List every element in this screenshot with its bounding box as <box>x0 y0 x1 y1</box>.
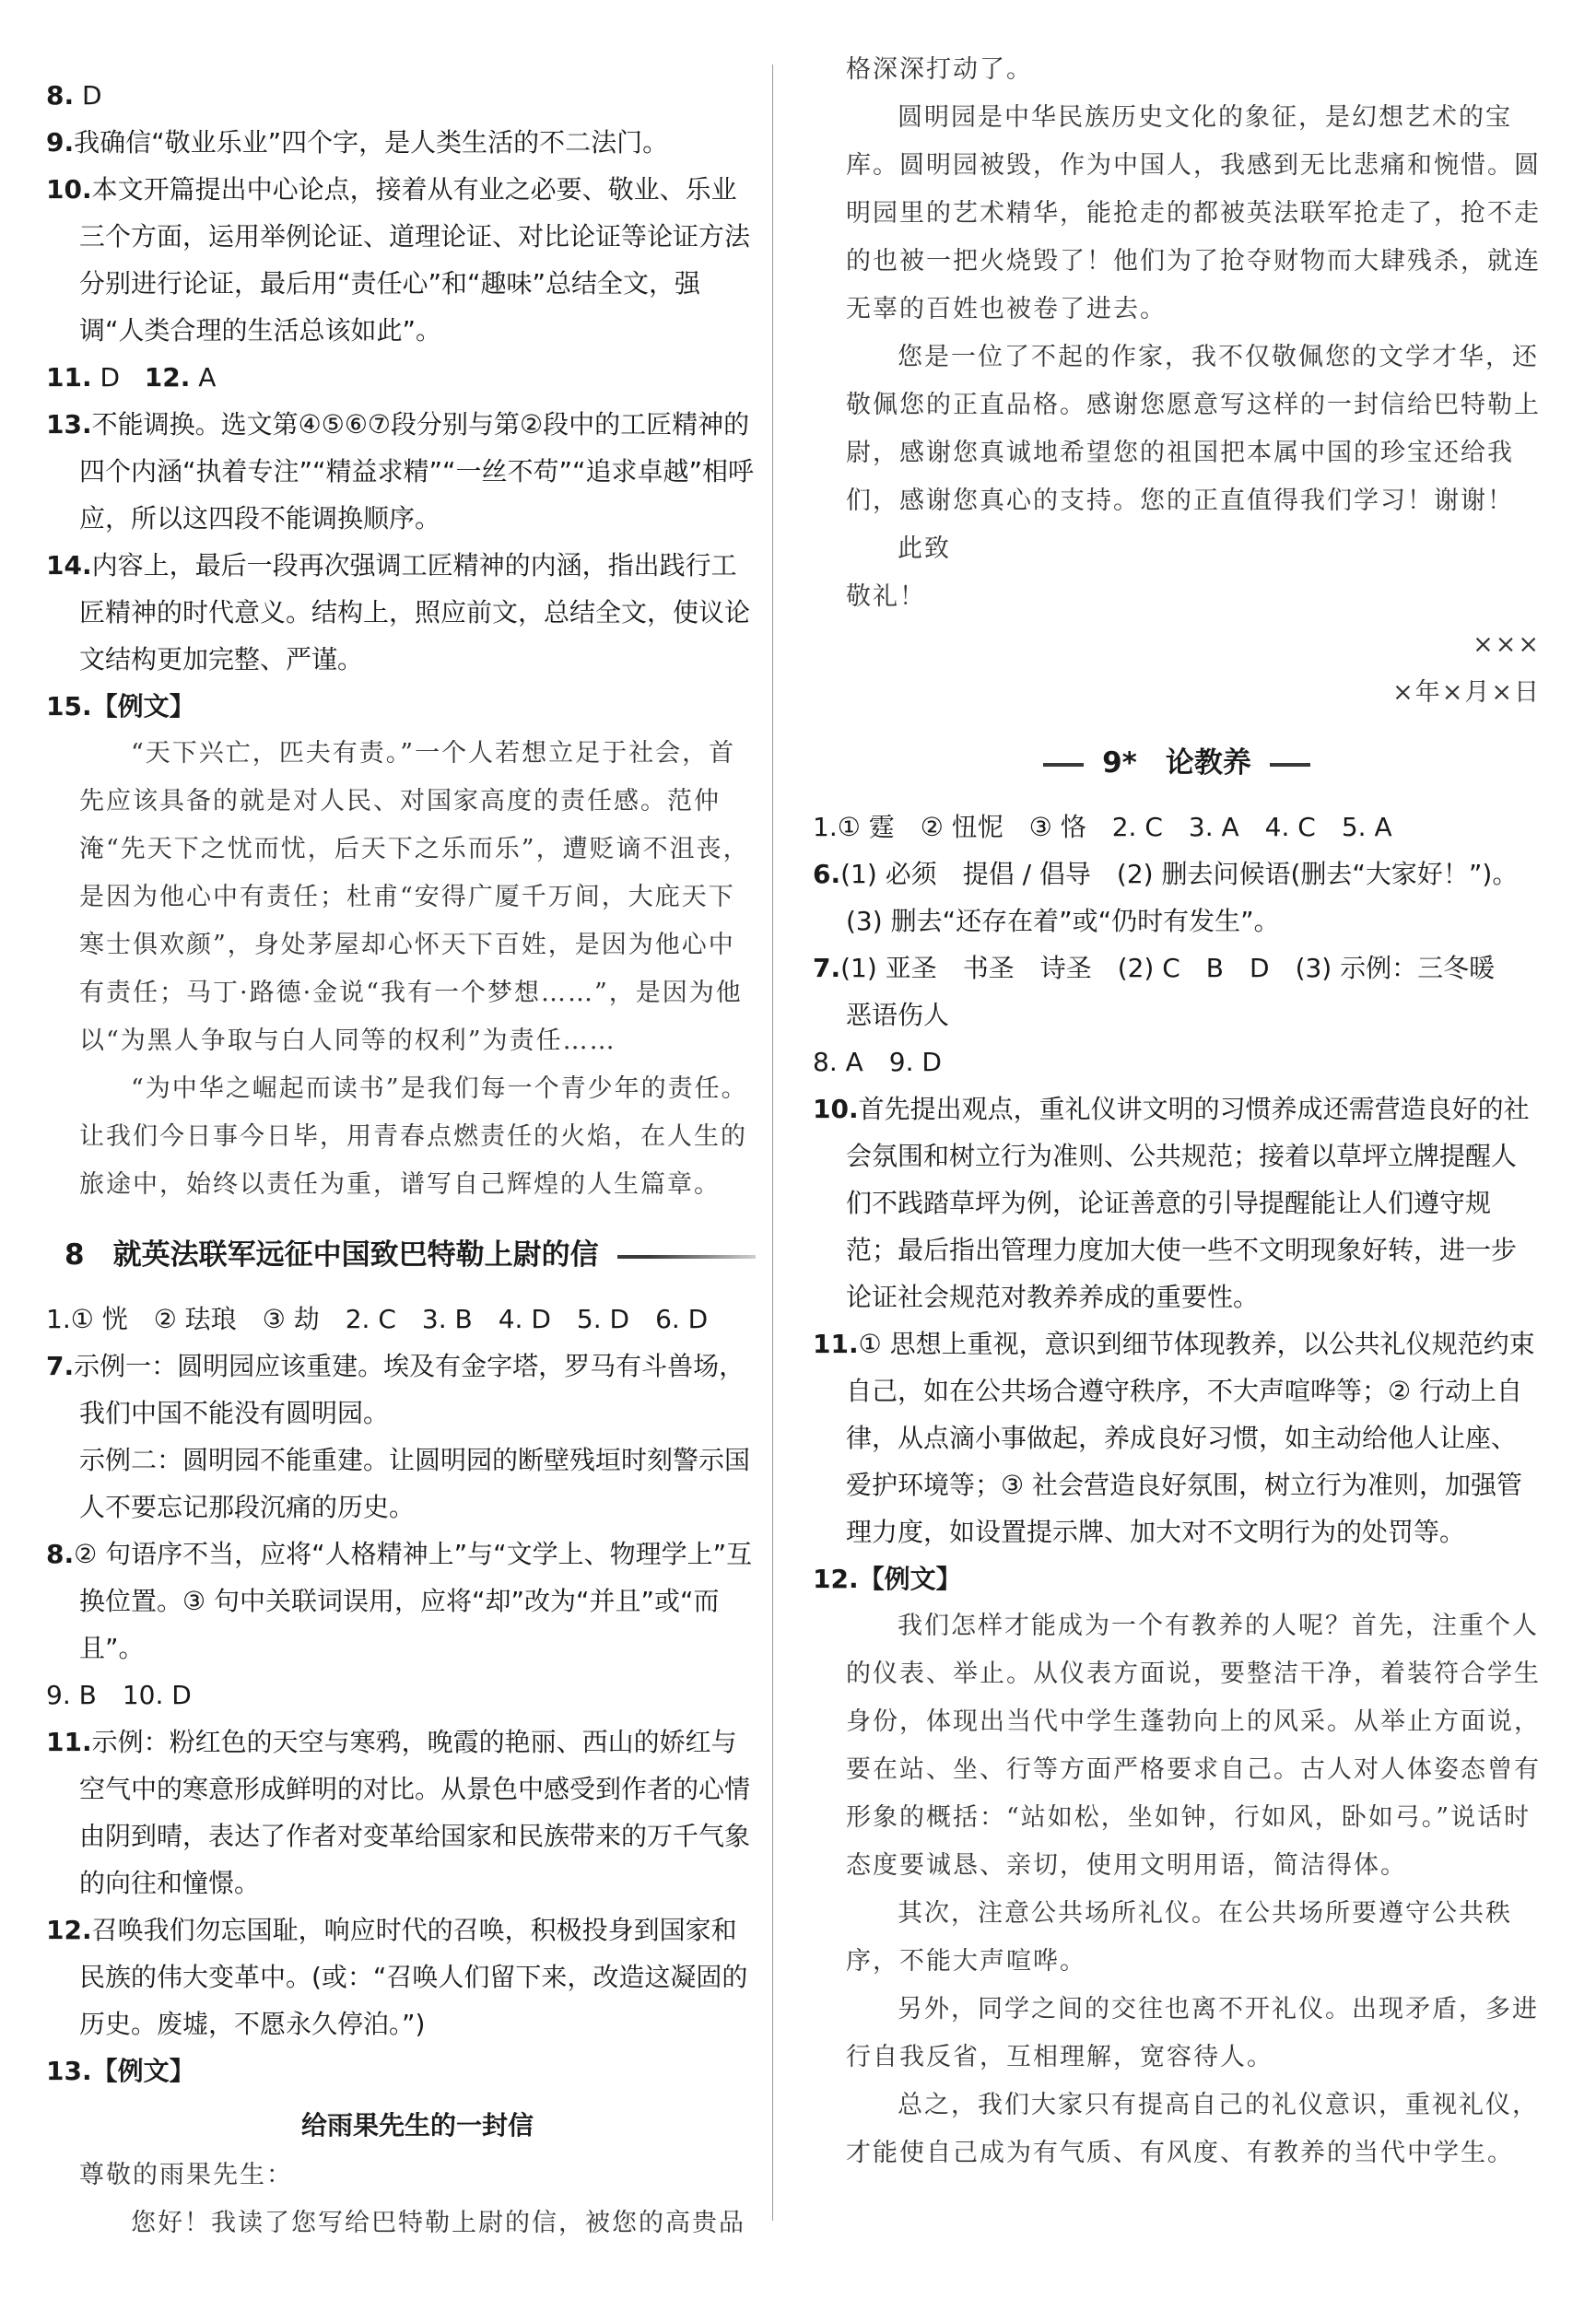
s9-answer-10: 10.首先提出观点，重礼仪讲文明的习惯养成还需营造良好的社会氛围和树立行为准则、公共规范；接着以草坪立牌提醒人们不践踏草坪为例，论证善意的引导提醒能让人们遵守规范；最后指出管理力度加大使一些不文明现象好转，进一步论证社会规范对教养养成的重要性。 <box>813 1094 1530 1312</box>
section-9-title: 9* 论教养 <box>1084 735 1270 791</box>
section-9-heading <box>813 735 1541 791</box>
s9-answer-12-heading: 12.【例文】 <box>813 1564 962 1594</box>
s8-answer-7-example-1: 7.示例一：圆明园应该重建。埃及有金字塔，罗马有斗兽场，我们中国不能没有圆明园。 <box>46 1351 745 1428</box>
s9-answer-7: 7.(1) 亚圣 书圣 诗圣 (2) C B D (3) 示例：三冬暖 恶语伤人 <box>813 953 1521 1030</box>
column-divider <box>772 65 773 2221</box>
essay-12-paragraph-1: 我们怎样才能成为一个有教养的人呢？首先，注重个人的仪表、举止。从仪表方面说，要整洁干净，着装符合学生身份，体现出当代中学生蓬勃向上的风采。从举止方面说，要在站、坐、行等方面严格要求自己。古人对人体姿态曾有形象的概括：“站如松，坐如钟，行如风，卧如弓。”说话时态度要诚恳、亲切，使用文明用语，简洁得体。 <box>846 1612 1541 1880</box>
section-8-title: 8 就英法联军远征中国致巴特勒上尉的信 <box>46 1227 617 1283</box>
s9-answer-11: 11.① 思想上重视，意识到细节体现教养，以公共礼仪规范约束自己，如在公共场合遵守秩序，不大声喧哗等；② 行动上自律，从点滴小事做起，养成良好习惯，如主动给他人让座、爱护环境等；③ 社会营造良好氛围，树立行为准则，加强管理力度，如设置提示牌、加大对不文明行为的处罚等。 <box>813 1329 1535 1547</box>
s8-answer-11: 11.示例：粉红色的天空与寒鸦，晚霞的艳丽、西山的娇红与空气中的寒意形成鲜明的对比。从景色中感受到作者的心情由阴到晴，表达了作者对变革给国家和民族带来的万千气象的向往和憧憬。 <box>46 1727 751 1898</box>
s8-answer-13-heading: 13.【例文】 <box>46 2056 195 2086</box>
answer-14: 14.内容上，最后一段再次强调工匠精神的内涵，指出践行工匠精神的时代意义。结构上，照应前文，总结全文，使议论文结构更加完整、严谨。 <box>46 550 751 675</box>
letter-paragraph-2: 圆明园是中华民族历史文化的象征，是幻想艺术的宝库。圆明园被毁，作为中国人，我感到无比悲痛和惋惜。圆明园里的艺术精华，能抢走的都被英法联军抢走了，抢不走的也被一把火烧毁了！他们为了抢夺财物而大肆残杀，就连无辜的百姓也被卷了进去。 <box>846 103 1541 323</box>
answer-8: 8. D <box>46 80 102 111</box>
letter-closing-2: 敬礼！ <box>846 582 926 611</box>
letter-closing-1: 此致 <box>898 534 951 563</box>
s9-answers-1-5: 1.① 霆 ② 忸怩 ③ 恪 2. C 3. A 4. C 5. A <box>813 812 1392 842</box>
answer-15-heading: 15.【例文】 <box>46 691 195 721</box>
letter-salutation: 尊敬的雨果先生： <box>79 2161 293 2189</box>
essay-12-paragraph-3: 另外，同学之间的交往也离不开礼仪。出现矛盾，多进行自我反省，互相理解，宽容待人。 <box>846 1995 1539 2071</box>
letter-continuation: 格深深打动了。 <box>846 55 1033 84</box>
s8-answer-8: 8.② 句语序不当，应将“人格精神上”与“文学上、物理学上”互换位置。③ 句中关联词误用，应将“却”改为“并且”或“而且”。 <box>46 1539 753 1663</box>
letter-date: ×年×月×日 <box>1392 678 1541 707</box>
left-column <box>46 72 756 2247</box>
letter-signature: ××× <box>1473 630 1541 659</box>
essay-12-paragraph-4: 总之，我们大家只有提高自己的礼仪意识，重视礼仪，才能使自己成为有气质、有风度、有教养的当代中学生。 <box>846 2091 1539 2167</box>
s8-answers-1-6: 1.① 恍 ② 珐琅 ③ 劫 2. C 3. B 4. D 5. D 6. D <box>46 1304 709 1334</box>
s9-answers-8-9: 8. A 9. D <box>813 1047 942 1077</box>
s8-answer-7-example-2: 示例二：圆明园不能重建。让圆明园的断壁残垣时刻警示国人不要忘记那段沉痛的历史。 <box>79 1445 751 1522</box>
section-8-heading <box>46 1227 756 1283</box>
letter-paragraph-3: 您是一位了不起的作家，我不仅敬佩您的文学才华，还敬佩您的正直品格。感谢您愿意写这样的一封信给巴特勒上尉，感谢您真诚地希望您的祖国把本属中国的珍宝还给我们，感谢您真心的支持。您的正直值得我们学习！谢谢！ <box>846 343 1541 515</box>
s8-answers-9-10: 9. B 10. D <box>46 1680 192 1710</box>
letter-paragraph-1: 您好！我读了您写给巴特勒上尉的信，被您的高贵品 <box>131 2209 745 2237</box>
answer-10: 10.本文开篇提出中心论点，接着从有业之必要、敬业、乐业三个方面，运用举例论证、道理论证、对比论证等论证方法分别进行论证，最后用“责任心”和“趣味”总结全文，强调“人类合理的生活总该如此”。 <box>46 174 751 346</box>
answer-11-12: 11. D 12. A <box>46 362 217 393</box>
letter-title: 给雨果先生的一封信 <box>300 2110 534 2141</box>
essay-15-paragraph-2: “为中华之崛起而读书”是我们每一个青少年的责任。让我们今日事今日毕，用青春点燃责任的火焰，在人生的旅途中，始终以责任为重，谱写自己辉煌的人生篇章。 <box>79 1074 748 1199</box>
answer-9: 9.我确信“敬业乐业”四个字，是人类生活的不二法门。 <box>46 127 669 158</box>
answer-13: 13.不能调换。选文第④⑤⑥⑦段分别与第②段中的工匠精神的四个内涵“执着专注”“精益求精”“一丝不苟”“追求卓越”相呼应，所以这四段不能调换顺序。 <box>46 409 755 534</box>
s8-answer-12: 12.召唤我们勿忘国耻，响应时代的召唤，积极投身到国家和民族的伟大变革中。(或：“召唤人们留下来，改造这凝固的历史。废墟，不愿永久停泊。”) <box>46 1915 748 2039</box>
essay-12-paragraph-2: 其次，注意公共场所礼仪。在公共场所要遵守公共秩序，不能大声喧哗。 <box>846 1899 1512 1976</box>
s9-answer-6: 6.(1) 必须 提倡 / 倡导 (2) 删去问候语(删去“大家好！”)。(3) 删去“还存在着”或“仍时有发生”。 <box>813 859 1519 936</box>
essay-15-paragraph-1: “天下兴亡，匹夫有责。”一个人若想立足于社会，首先应该具备的就是对人民、对国家高度的责任感。范仲淹“先天下之忧而忧，后天下之乐而乐”，遭贬谪不沮丧，是因为他心中有责任；杜甫“安得广厦千万间，大庇天下寒士俱欢颜”，身处茅屋却心怀天下百姓，是因为他心中有责任；马丁·路德·金说“我有一个梦想……”，是因为他以“为黑人争取与白人同等的权利”为责任…… <box>79 739 750 1055</box>
right-column <box>813 55 1541 2177</box>
